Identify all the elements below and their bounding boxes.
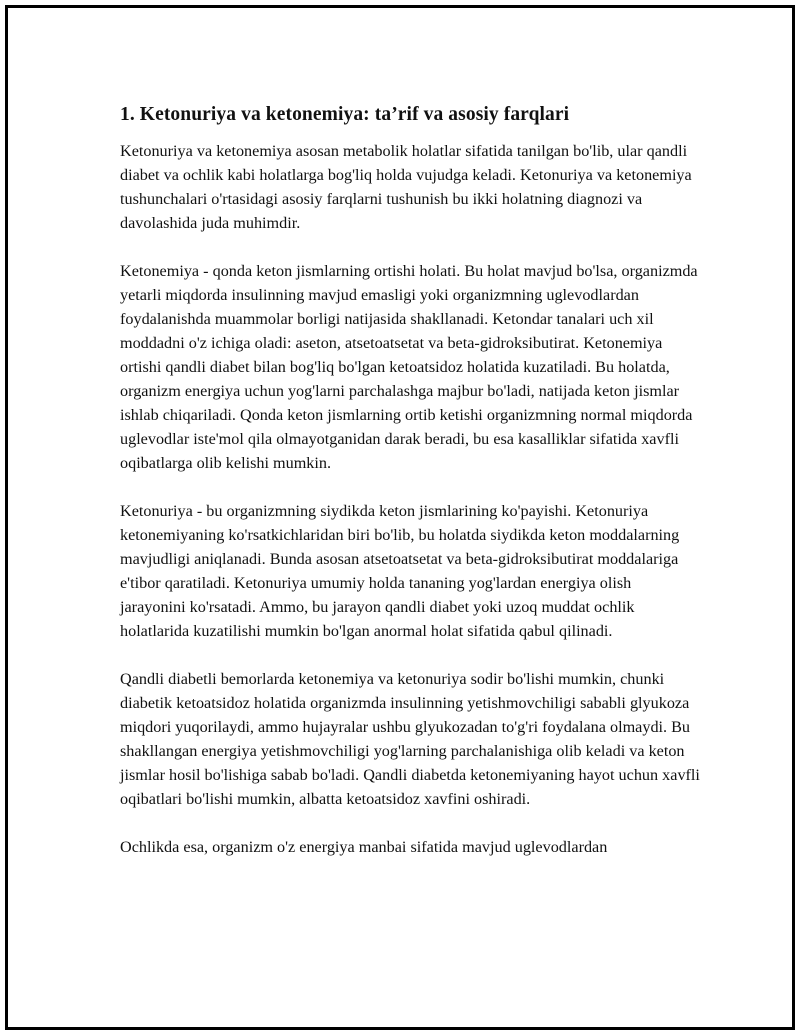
paragraph-starvation: Ochlikda esa, organizm o'z energiya manbai sifatida mavjud uglevodlardan (120, 838, 608, 856)
paragraph-intro: Ketonuriya va ketonemiya asosan metabolik holatlar sifatida tanilgan bo'lib, ular qandli diabet va ochlik kabi holatlarga bog'liq holda vujudga keladi. Ketonuriya va ketonemiya tushunchalari o'rtasidagi asosiy farqlarni tushunish bu ikki holatning diagnozi va davolashida juda muhimdir. (120, 142, 692, 232)
paragraph-ketonuriya: Ketonuriya - bu organizmning siydikda keton jismlarining ko'payishi. Ketonuriya ketonemiyaning ko'rsatkichlaridan biri bo'lib, bu holatda siydikda keton moddalarning mavjudligi aniqlanadi. Bunda asosan atsetoatsetat va beta-gidroksibutirat moddalariga e'tibor qaratiladi. Ketonuriya umumiy holda tananing yog'lardan energiya olish jarayonini ko'rsatadi. Ammo, bu jarayon qandli diabet yoki uzoq muddat ochlik holatlarida kuzatilishi mumkin bo'lgan anormal holat sifatida qabul qilinadi. (120, 502, 680, 640)
paragraph-ketonemiya: Ketonemiya - qonda keton jismlarning ortishi holati. Bu holat mavjud bo'lsa, organizmda yetarli miqdorda insulinning mavjud emasligi yoki organizmning uglevodlardan foydalanishda muammolar borligi natijasida shakllanadi. Ketondar tanalari uch xil moddadni o'z ichiga oladi: aseton, atsetoatsetat va beta-gidroksibutirat. Ketonemiya ortishi qandli diabet bilan bog'liq bo'lgan ketoatsidoz holatida kuzatiladi. Bu holatda, organizm energiya uchun yog'larni parchalashga majbur bo'ladi, natijada keton jismlar ishlab chiqariladi. Qonda keton jismlarning ortib ketishi organizmning normal miqdorda uglevodlar iste'mol qila olmayotganidan darak beradi, bu esa kasalliklar sifatida xavfli oqibatlarga olib kelishi mumkin. (120, 262, 698, 472)
section-heading: 1. Ketonuriya va ketonemiya: ta’rif va asosiy farqlari (120, 104, 570, 125)
document-body (120, 103, 700, 859)
page-frame (5, 5, 795, 1030)
paragraph-diabetes: Qandli diabetli bemorlarda ketonemiya va ketonuriya sodir bo'lishi mumkin, chunki diabetik ketoatsidoz holatida organizmda insulinning yetishmovchiligi sababli glyukoza miqdori yuqorilaydi, ammo hujayralar ushbu glyukozadan to'g'ri foydalana olmaydi. Bu shakllangan energiya yetishmovchiligi yog'larning parchalanishiga olib keladi va keton jismlar hosil bo'lishiga sabab bo'ladi. Qandli diabetda ketonemiyaning hayot uchun xavfli oqibatlari bo'lishi mumkin, albatta ketoatsidoz xavfini oshiradi. (120, 670, 700, 808)
